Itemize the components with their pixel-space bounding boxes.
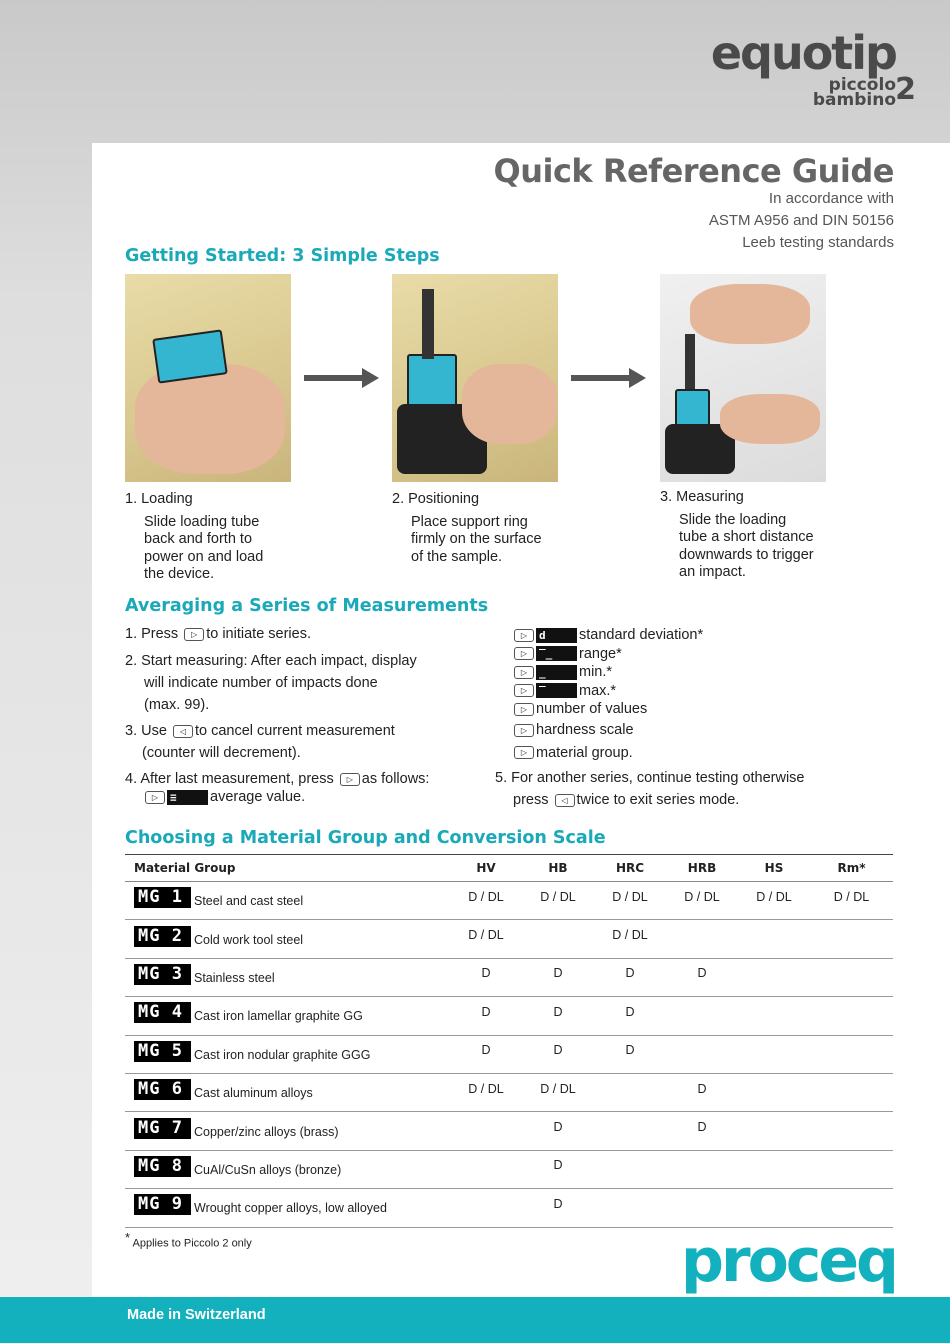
text: 4. After last measurement, press xyxy=(125,771,334,787)
material-name: Stainless steel xyxy=(194,970,275,985)
material-name: Wrought copper alloys, low alloyed xyxy=(194,1201,387,1216)
left-button-icon: ◁ xyxy=(555,794,575,807)
text: twice to exit series mode. xyxy=(576,792,740,808)
scale-cell xyxy=(810,1035,893,1073)
scale-cell xyxy=(738,1189,810,1227)
scale-cell: D xyxy=(666,1073,738,1111)
step-title: 1. Loading xyxy=(125,491,193,507)
material-cell xyxy=(125,958,450,996)
sub-line: ASTM A956 and DIN 50156 xyxy=(708,212,894,229)
material-name: CuAl/CuSn alloys (bronze) xyxy=(194,1162,342,1177)
material-name: Cold work tool steel xyxy=(194,932,304,947)
mg-display-icon: MG 9 xyxy=(134,1194,191,1215)
getting-started-heading: Getting Started: 3 Simple Steps xyxy=(125,246,440,266)
text: press xyxy=(513,792,549,808)
sub-line: Leeb testing standards xyxy=(742,234,894,251)
scale-cell: D xyxy=(522,997,594,1035)
scale-cell xyxy=(450,1150,522,1188)
text: 5. For another series, continue testing otherwise xyxy=(495,770,805,786)
right-button-icon: ▷ xyxy=(514,684,534,697)
footer-text: Made in Switzerland xyxy=(127,1307,266,1323)
step-loading xyxy=(125,491,263,584)
scale-cell xyxy=(738,1073,810,1111)
scale-cell xyxy=(810,958,893,996)
step-desc: Place support ring xyxy=(411,513,528,530)
step-desc: Slide the loading xyxy=(679,511,787,528)
scale-cell: D / DL xyxy=(594,882,666,920)
scale-cell: D xyxy=(594,997,666,1035)
material-cell xyxy=(125,1112,450,1150)
step-positioning xyxy=(392,491,542,566)
avg-display-list xyxy=(512,626,703,762)
scale-cell: D / DL xyxy=(594,920,666,958)
text: to initiate series. xyxy=(206,626,311,642)
scale-cell xyxy=(666,1035,738,1073)
text: 2. Start measuring: After each impact, display xyxy=(125,653,417,669)
text: average value. xyxy=(210,789,306,805)
material-name: Steel and cast steel xyxy=(194,894,304,909)
scale-cell xyxy=(594,1112,666,1150)
scale-cell: D xyxy=(666,1112,738,1150)
scale-cell xyxy=(738,997,810,1035)
logo-line1: piccolo xyxy=(828,75,896,95)
avg-step-4 xyxy=(125,768,429,808)
column-header: HB xyxy=(522,855,594,882)
table-row xyxy=(125,958,893,996)
avg-step-3 xyxy=(125,720,395,764)
step-desc: an impact. xyxy=(679,564,746,580)
text: max.* xyxy=(579,682,617,699)
table-row xyxy=(125,997,893,1035)
scale-cell: D xyxy=(522,1035,594,1073)
page-title: Quick Reference Guide xyxy=(493,152,894,190)
footnote-star: * xyxy=(125,1230,131,1245)
step-desc: power on and load xyxy=(144,548,264,565)
avg-step-1 xyxy=(125,623,311,645)
scale-cell: D xyxy=(594,958,666,996)
table-row xyxy=(125,1035,893,1073)
scale-cell xyxy=(738,1112,810,1150)
material-cell xyxy=(125,920,450,958)
text: range* xyxy=(579,645,622,662)
mg-display-icon: MG 7 xyxy=(134,1118,191,1139)
scale-cell xyxy=(522,920,594,958)
text: hardness scale xyxy=(536,721,634,738)
scale-cell xyxy=(810,1150,893,1188)
lcd-icon: d xyxy=(536,628,577,643)
mg-display-icon: MG 3 xyxy=(134,964,191,985)
material-cell xyxy=(125,1150,450,1188)
scale-cell xyxy=(666,1189,738,1227)
footer-bar xyxy=(0,1297,950,1343)
material-name: Copper/zinc alloys (brass) xyxy=(194,1124,339,1139)
text: as follows: xyxy=(361,771,430,787)
scale-cell xyxy=(738,958,810,996)
step-desc: tube a short distance xyxy=(679,529,814,545)
scale-cell: D xyxy=(522,1189,594,1227)
scale-cell xyxy=(738,1035,810,1073)
averaging-heading: Averaging a Series of Measurements xyxy=(125,596,489,616)
scale-cell xyxy=(738,1150,810,1188)
mg-display-icon: MG 1 xyxy=(134,887,191,908)
scale-cell: D / DL xyxy=(450,882,522,920)
right-button-icon: ▷ xyxy=(184,628,204,641)
scale-cell: D / DL xyxy=(450,1073,522,1111)
positioning-photo xyxy=(392,274,558,482)
right-button-icon: ▷ xyxy=(514,629,534,642)
text: to cancel current measurement xyxy=(194,723,395,739)
step-desc: downwards to trigger xyxy=(679,546,814,563)
right-button-icon: ▷ xyxy=(514,746,534,759)
material-name: Cast aluminum alloys xyxy=(194,1086,313,1101)
right-button-icon: ▷ xyxy=(340,773,360,786)
column-header: Rm* xyxy=(810,855,893,882)
text: will indicate number of impacts done xyxy=(144,675,378,691)
column-header: HRC xyxy=(594,855,666,882)
step-desc: firmly on the surface xyxy=(411,531,542,547)
material-cell xyxy=(125,1073,450,1111)
scale-cell: D / DL xyxy=(450,920,522,958)
arrow-icon xyxy=(571,368,646,388)
material-cell xyxy=(125,882,450,920)
material-name: Cast iron nodular graphite GGG xyxy=(194,1047,371,1062)
text: 3. Use xyxy=(125,723,167,739)
scale-cell: D / DL xyxy=(810,882,893,920)
mg-display-icon: MG 8 xyxy=(134,1156,191,1177)
text: 1. Press xyxy=(125,626,179,642)
scale-cell xyxy=(594,1189,666,1227)
measuring-photo xyxy=(660,274,826,482)
mg-display-icon: MG 4 xyxy=(134,1002,191,1023)
step-title: 2. Positioning xyxy=(392,491,480,507)
scale-cell xyxy=(810,1073,893,1111)
right-button-icon: ▷ xyxy=(514,724,534,737)
column-header: Material Group xyxy=(125,855,450,882)
scale-cell: D xyxy=(594,1035,666,1073)
column-header: HS xyxy=(738,855,810,882)
text: (counter will decrement). xyxy=(142,745,301,761)
footnote xyxy=(125,1230,252,1250)
scale-cell: D xyxy=(522,958,594,996)
scale-cell xyxy=(666,1150,738,1188)
scale-cell: D / DL xyxy=(738,882,810,920)
table-row xyxy=(125,1073,893,1111)
avg-step-5 xyxy=(495,767,805,811)
piccolo-bambino-logo xyxy=(812,72,916,110)
mg-display-icon: MG 5 xyxy=(134,1041,191,1062)
scale-cell: D xyxy=(450,1035,522,1073)
table-heading: Choosing a Material Group and Conversion Scale xyxy=(125,828,606,848)
logo-line2: bambino xyxy=(812,90,896,110)
text: number of values xyxy=(536,701,648,718)
material-cell xyxy=(125,1035,450,1073)
arrow-icon xyxy=(304,368,379,388)
scale-cell xyxy=(666,920,738,958)
step-desc: of the sample. xyxy=(411,548,503,565)
material-name: Cast iron lamellar graphite GG xyxy=(194,1009,363,1024)
logo-number: 2 xyxy=(895,72,916,107)
step-desc: back and forth to xyxy=(144,531,253,547)
step-measuring xyxy=(660,489,814,582)
average-display-icon: ≡ xyxy=(167,790,208,805)
scale-cell: D xyxy=(666,958,738,996)
mg-display-icon: MG 6 xyxy=(134,1079,191,1100)
right-button-icon: ▷ xyxy=(145,791,165,804)
scale-cell xyxy=(810,997,893,1035)
table-row xyxy=(125,1150,893,1188)
scale-cell: D xyxy=(522,1112,594,1150)
table-row xyxy=(125,1189,893,1227)
lcd-icon: _ xyxy=(536,665,577,680)
left-button-icon: ◁ xyxy=(173,725,193,738)
column-header: HRB xyxy=(666,855,738,882)
loading-photo xyxy=(125,274,291,482)
proceq-logo: proceq xyxy=(681,1226,896,1296)
scale-cell xyxy=(450,1189,522,1227)
scale-cell xyxy=(594,1073,666,1111)
scale-cell xyxy=(594,1150,666,1188)
text: standard deviation* xyxy=(579,627,704,643)
table-row xyxy=(125,920,893,958)
right-button-icon: ▷ xyxy=(514,703,534,716)
lcd-icon: ‾ xyxy=(536,683,577,698)
scale-cell: D xyxy=(450,958,522,996)
text: material group. xyxy=(536,744,633,761)
scale-cell: D / DL xyxy=(522,882,594,920)
table-row xyxy=(125,1112,893,1150)
text: min.* xyxy=(579,664,613,681)
mg-display-icon: MG 2 xyxy=(134,926,191,947)
standards-note xyxy=(709,188,894,254)
scale-cell xyxy=(810,1189,893,1227)
text: (max. 99). xyxy=(144,697,210,713)
right-button-icon: ▷ xyxy=(514,647,534,660)
step-title: 3. Measuring xyxy=(660,489,744,505)
scale-cell xyxy=(738,920,810,958)
lcd-icon: ‾_ xyxy=(536,646,577,661)
scale-cell: D / DL xyxy=(666,882,738,920)
footnote-text: Applies to Piccolo 2 only xyxy=(132,1237,252,1250)
equotip-logo: equotip xyxy=(710,26,896,80)
scale-cell xyxy=(666,997,738,1035)
scale-cell xyxy=(810,920,893,958)
table-row xyxy=(125,882,893,920)
scale-cell xyxy=(810,1112,893,1150)
material-cell xyxy=(125,1189,450,1227)
step-desc: Slide loading tube xyxy=(144,513,260,530)
avg-step-2 xyxy=(125,650,417,716)
scale-cell: D xyxy=(450,997,522,1035)
material-group-table xyxy=(125,854,893,1228)
material-cell xyxy=(125,997,450,1035)
scale-cell xyxy=(450,1112,522,1150)
scale-cell: D / DL xyxy=(522,1073,594,1111)
sub-line: In accordance with xyxy=(768,190,894,207)
right-button-icon: ▷ xyxy=(514,666,534,679)
column-header: HV xyxy=(450,855,522,882)
step-desc: the device. xyxy=(144,566,215,582)
scale-cell: D xyxy=(522,1150,594,1188)
